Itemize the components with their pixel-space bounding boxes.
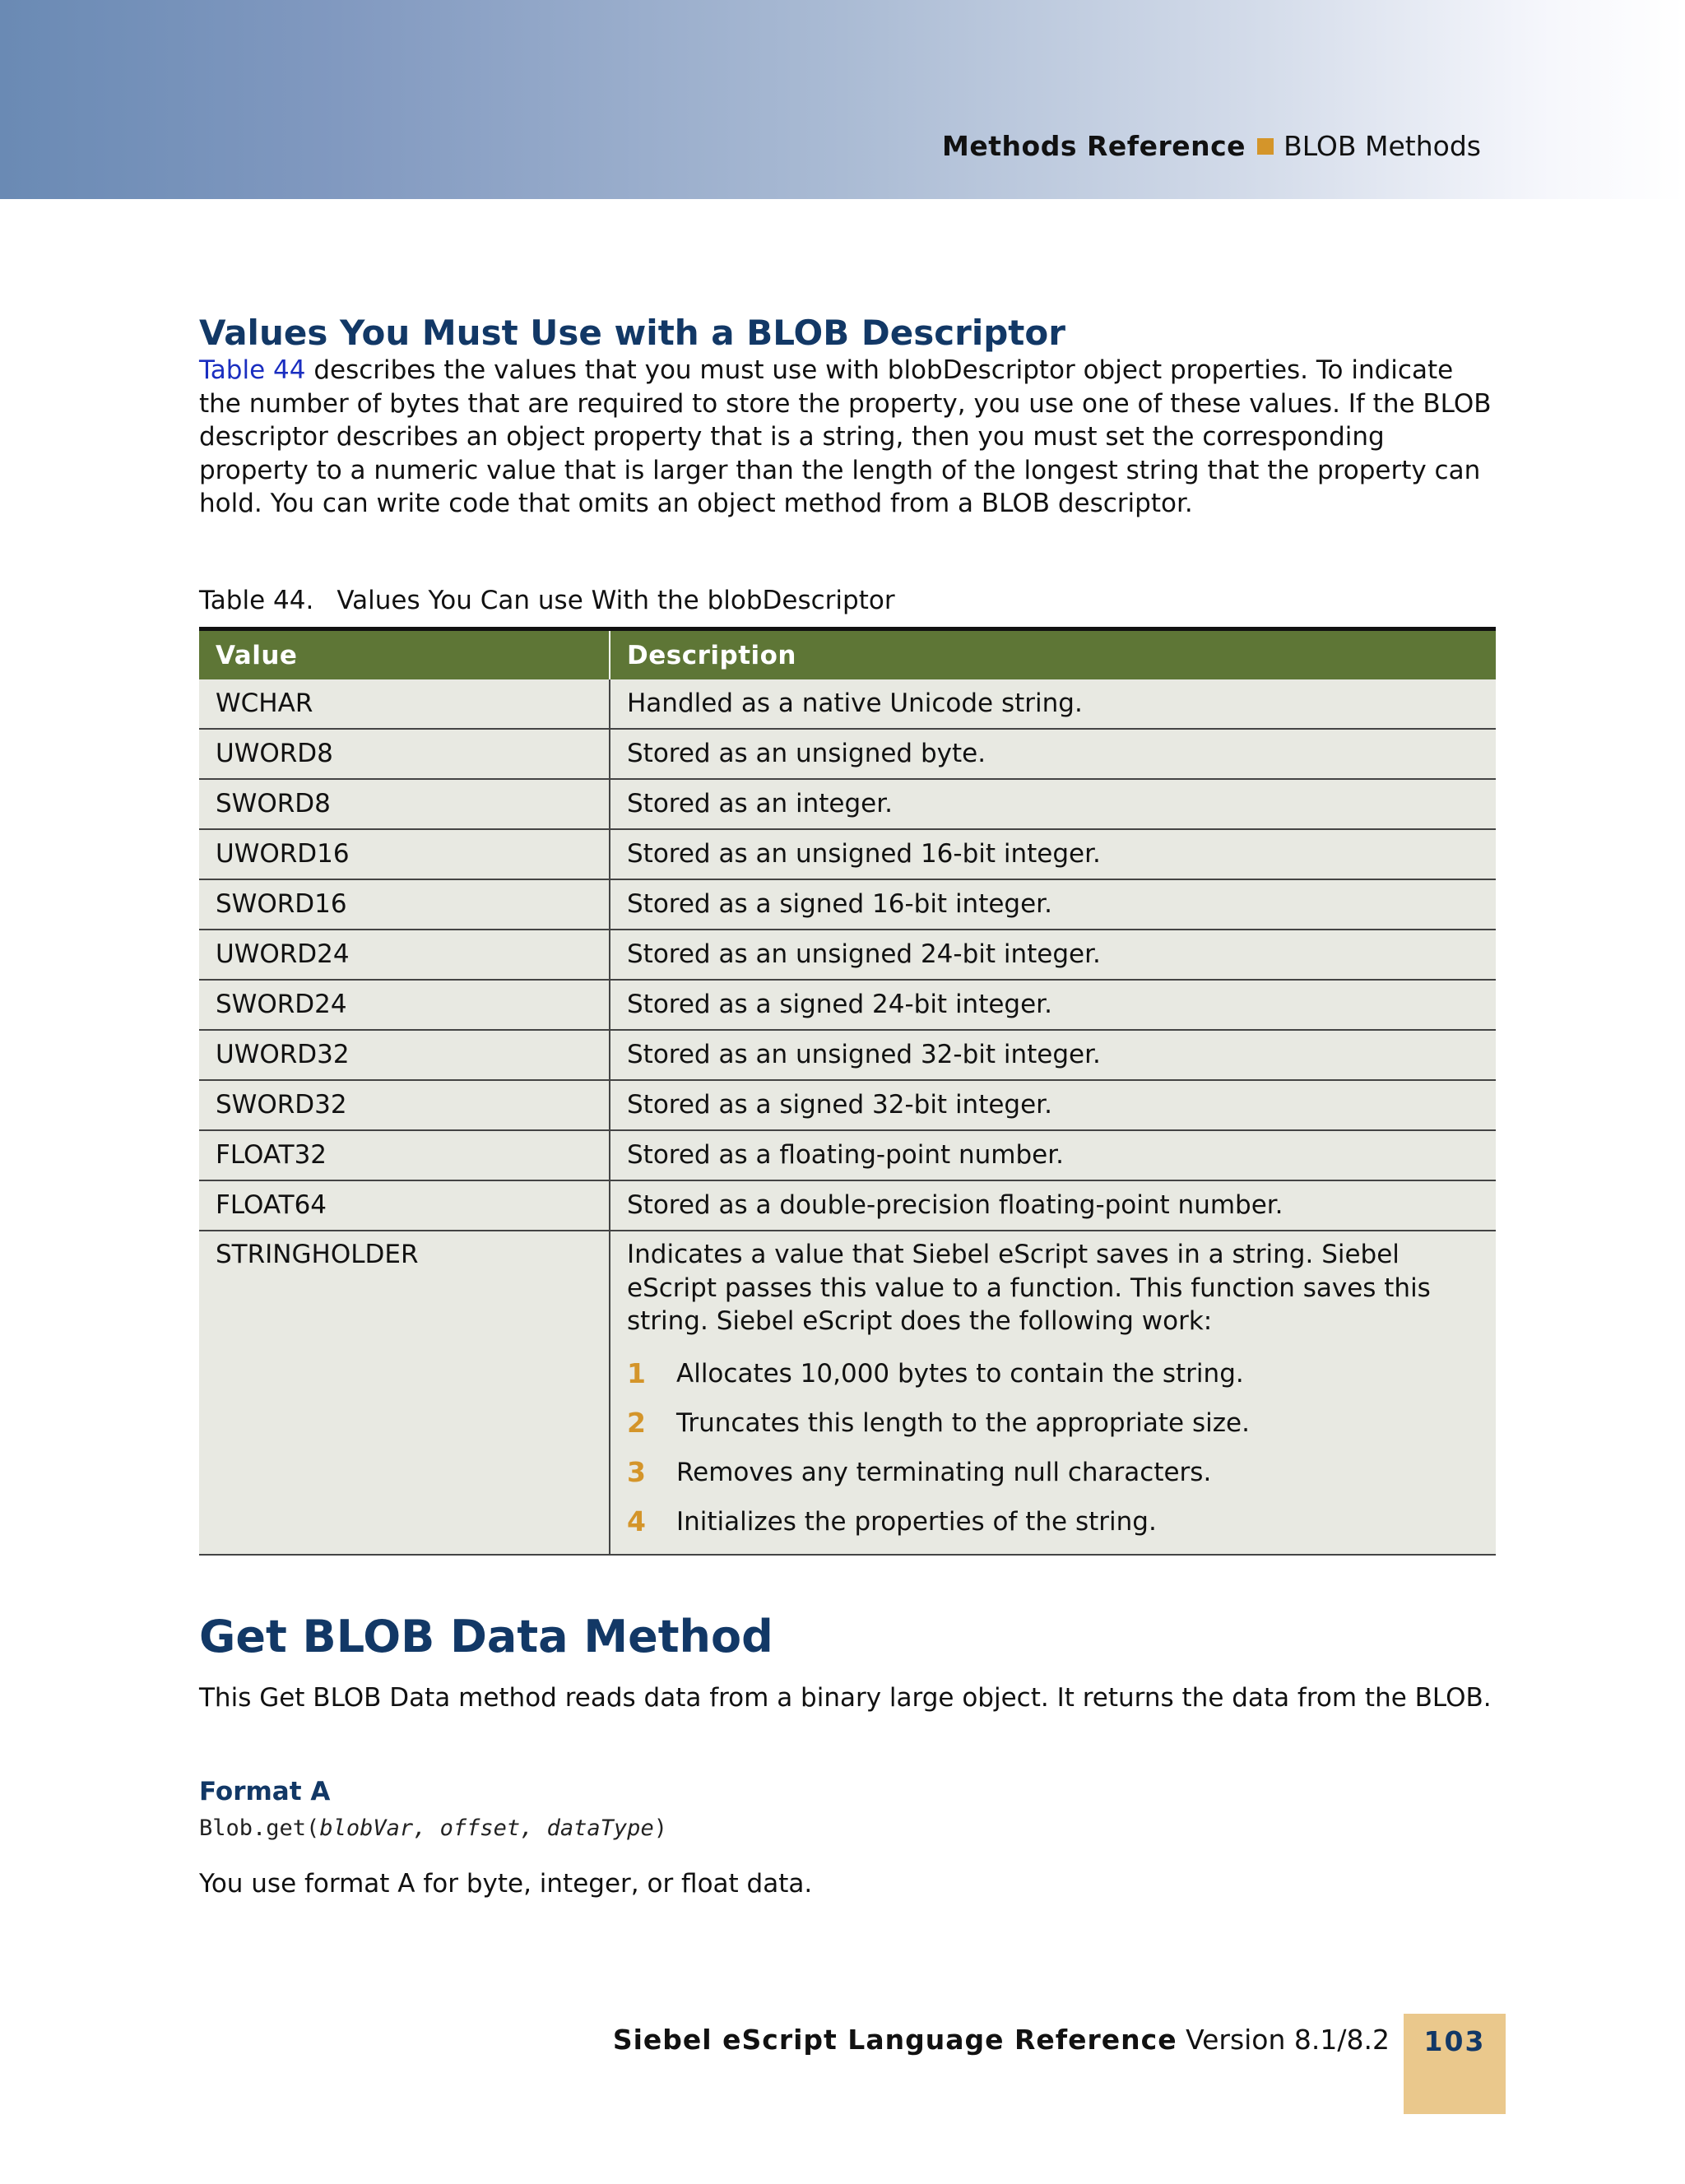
description-cell: Stored as an unsigned 32-bit integer. <box>610 1030 1496 1080</box>
stringholder-steps <box>627 1350 1479 1547</box>
value-cell: UWORD24 <box>199 930 610 980</box>
value-cell: WCHAR <box>199 679 610 729</box>
value-cell: SWORD32 <box>199 1080 610 1130</box>
table-44-link[interactable]: Table 44 <box>199 355 306 385</box>
header-subsection: BLOB Methods <box>1283 130 1481 162</box>
list-item <box>627 1498 1479 1547</box>
book-version: Version 8.1/8.2 <box>1177 2024 1390 2056</box>
format-a-heading: Format A <box>199 1777 331 1806</box>
step-number: 2 <box>627 1407 646 1440</box>
code-args: blobVar, offset, dataType <box>319 1815 654 1841</box>
format-a-note: You use format A for byte, integer, or float data. <box>199 1869 813 1899</box>
step-text: Initializes the properties of the string. <box>676 1507 1157 1537</box>
stringholder-description: Indicates a value that Siebel eScript saves in a string. Siebel eScript passes this value to a function. This function saves this string. Siebel eScript does the following work: <box>627 1240 1431 1336</box>
description-cell: Stored as an unsigned 16-bit integer. <box>610 829 1496 879</box>
step-text: Truncates this length to the appropriate size. <box>676 1408 1250 1439</box>
table-row-stringholder <box>199 1231 1496 1555</box>
list-item <box>627 1399 1479 1449</box>
footer-book-title <box>613 2024 1390 2056</box>
description-cell: Handled as a native Unicode string. <box>610 679 1496 729</box>
book-title: Siebel eScript Language Reference <box>612 2024 1177 2056</box>
page-number: 103 <box>1423 2025 1486 2057</box>
description-cell: Stored as a floating-point number. <box>610 1130 1496 1180</box>
description-cell: Stored as a signed 32-bit integer. <box>610 1080 1496 1130</box>
value-cell: SWORD24 <box>199 980 610 1030</box>
description-cell <box>610 1231 1496 1555</box>
code-prefix: Blob.get( <box>199 1815 320 1841</box>
step-text: Allocates 10,000 bytes to contain the string. <box>676 1359 1244 1389</box>
description-cell: Stored as a signed 24-bit integer. <box>610 980 1496 1030</box>
intro-text: describes the values that you must use with blobDescriptor object properties. To indicate the number of bytes that are required to store the property, you use one of these values. If the BLOB descriptor describes an object property that is a string, then you must set the corresponding property to a numeric value that is larger than the length of the longest string that the property can hold. You can write code that omits an object method from a BLOB descriptor. <box>199 355 1492 518</box>
header-separator-square <box>1257 138 1274 155</box>
running-header <box>942 130 1481 162</box>
value-cell: UWORD8 <box>199 729 610 779</box>
table-row <box>199 779 1496 829</box>
table-row <box>199 980 1496 1030</box>
step-number: 4 <box>627 1505 646 1538</box>
value-cell: SWORD16 <box>199 879 610 930</box>
format-a-syntax <box>199 1815 667 1841</box>
table-row <box>199 1130 1496 1180</box>
description-cell: Stored as an unsigned byte. <box>610 729 1496 779</box>
table-row <box>199 729 1496 779</box>
table-row <box>199 1080 1496 1130</box>
step-number: 1 <box>627 1357 646 1390</box>
description-cell: Stored as a signed 16-bit integer. <box>610 879 1496 930</box>
description-cell: Stored as an integer. <box>610 779 1496 829</box>
blob-descriptor-heading: Values You Must Use with a BLOB Descriptor <box>199 313 1065 353</box>
value-cell: FLOAT64 <box>199 1180 610 1231</box>
table-header-row <box>199 629 1496 680</box>
table-caption-number: Table 44. <box>199 586 314 615</box>
table-row <box>199 829 1496 879</box>
step-text: Removes any terminating null characters. <box>676 1458 1212 1488</box>
blob-descriptor-intro <box>199 354 1497 521</box>
table-row <box>199 879 1496 930</box>
get-blob-heading: Get BLOB Data Method <box>199 1611 773 1662</box>
table-row <box>199 1180 1496 1231</box>
table-caption <box>199 586 895 615</box>
column-header-description: Description <box>610 629 1496 680</box>
value-cell: UWORD16 <box>199 829 610 879</box>
value-cell: SWORD8 <box>199 779 610 829</box>
value-cell: FLOAT32 <box>199 1130 610 1180</box>
get-blob-description: This Get BLOB Data method reads data from a binary large object. It returns the data from the BLOB. <box>199 1683 1492 1713</box>
value-cell: STRINGHOLDER <box>199 1231 610 1555</box>
table-row <box>199 930 1496 980</box>
description-cell: Stored as a double-precision floating-point number. <box>610 1180 1496 1231</box>
table-caption-title: Values You Can use With the blobDescriptor <box>337 586 895 615</box>
table-row <box>199 1030 1496 1080</box>
description-cell: Stored as an unsigned 24-bit integer. <box>610 930 1496 980</box>
header-section: Methods Reference <box>942 130 1246 162</box>
header-banner <box>0 0 1685 199</box>
list-item <box>627 1350 1479 1399</box>
blob-descriptor-table <box>199 627 1496 1556</box>
list-item <box>627 1449 1479 1498</box>
page-number-box <box>1404 2014 1506 2114</box>
column-header-value: Value <box>199 629 610 680</box>
value-cell: UWORD32 <box>199 1030 610 1080</box>
table-row <box>199 679 1496 729</box>
code-suffix: ) <box>653 1815 667 1841</box>
step-number: 3 <box>627 1456 646 1489</box>
